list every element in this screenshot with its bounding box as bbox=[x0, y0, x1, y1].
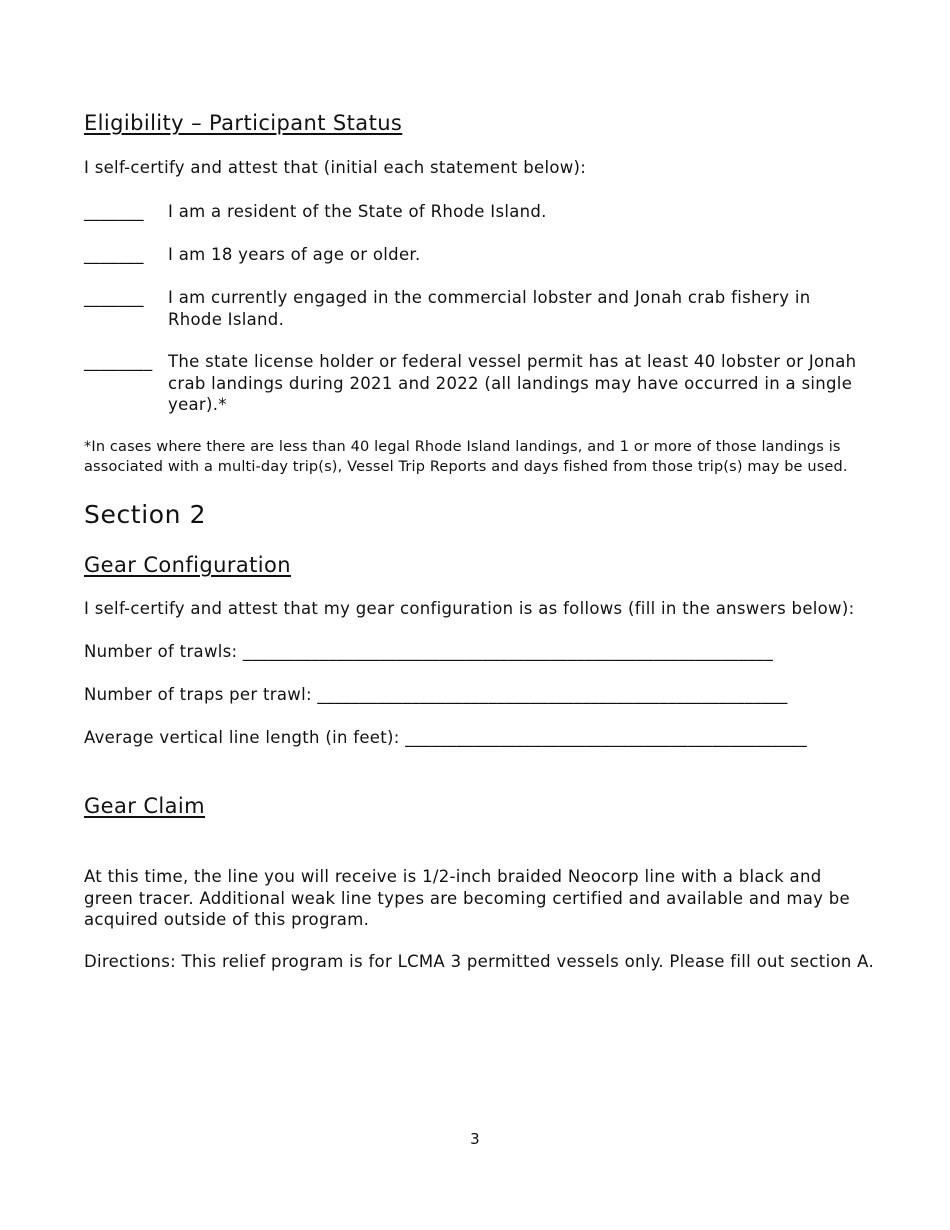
eligibility-footnote: *In cases where there are less than 40 legal Rhode Island landings, and 1 or more of those landings is associated with a multi-day trip(s), Vessel Trip Reports and days fished from those trip(s) may be used. bbox=[84, 439, 848, 475]
line-length-answer-line[interactable]: _______________________________________________ bbox=[405, 728, 808, 747]
page-number: 3 bbox=[470, 1130, 480, 1148]
vertical-line-length-field bbox=[84, 728, 807, 747]
gear-configuration-heading: Gear Configuration bbox=[84, 553, 291, 577]
eligibility-item-landings bbox=[84, 351, 874, 417]
eligibility-item-age bbox=[84, 244, 874, 266]
initial-blank[interactable]: _______ bbox=[84, 245, 144, 264]
traps-answer-line[interactable]: _______________________________________________________ bbox=[317, 685, 788, 704]
gear-configuration-intro: I self-certify and attest that my gear configuration is as follows (fill in the answers below): bbox=[84, 599, 855, 618]
statement-text: The state license holder or federal vessel permit has at least 40 lobster or Jonah crab landings during 2021 and 2022 (all landings may have occurred in a single year).* bbox=[168, 352, 857, 414]
statement-text: I am currently engaged in the commercial lobster and Jonah crab fishery in Rhode Island. bbox=[168, 288, 811, 329]
gear-claim-paragraph: At this time, the line you will receive is 1/2-inch braided Neocorp line with a black and green tracer. Additional weak line types are becoming certified and available and may be acquired outside of this program. bbox=[84, 867, 850, 929]
field-label: Number of trawls: bbox=[84, 642, 238, 661]
section-title: Section 2 bbox=[84, 500, 207, 529]
eligibility-heading: Eligibility – Participant Status bbox=[84, 111, 403, 135]
eligibility-item-fishery bbox=[84, 287, 874, 331]
initial-blank[interactable]: ________ bbox=[84, 352, 153, 371]
statement-text: I am a resident of the State of Rhode Island. bbox=[168, 202, 547, 221]
field-label: Average vertical line length (in feet): bbox=[84, 728, 400, 747]
eligibility-intro: I self-certify and attest that (initial each statement below): bbox=[84, 158, 587, 177]
statement-text: I am 18 years of age or older. bbox=[168, 245, 421, 264]
initial-blank[interactable]: _______ bbox=[84, 288, 144, 307]
field-label: Number of traps per trawl: bbox=[84, 685, 312, 704]
trawls-field bbox=[84, 642, 773, 661]
initial-blank[interactable]: _______ bbox=[84, 202, 144, 221]
directions-text: Directions: This relief program is for LCMA 3 permitted vessels only. Please fill out section A. bbox=[84, 952, 874, 971]
gear-claim-heading: Gear Claim bbox=[84, 794, 206, 818]
trawls-answer-line[interactable]: ______________________________________________________________ bbox=[242, 642, 774, 661]
traps-per-trawl-field bbox=[84, 685, 788, 704]
eligibility-item-residency bbox=[84, 201, 874, 223]
